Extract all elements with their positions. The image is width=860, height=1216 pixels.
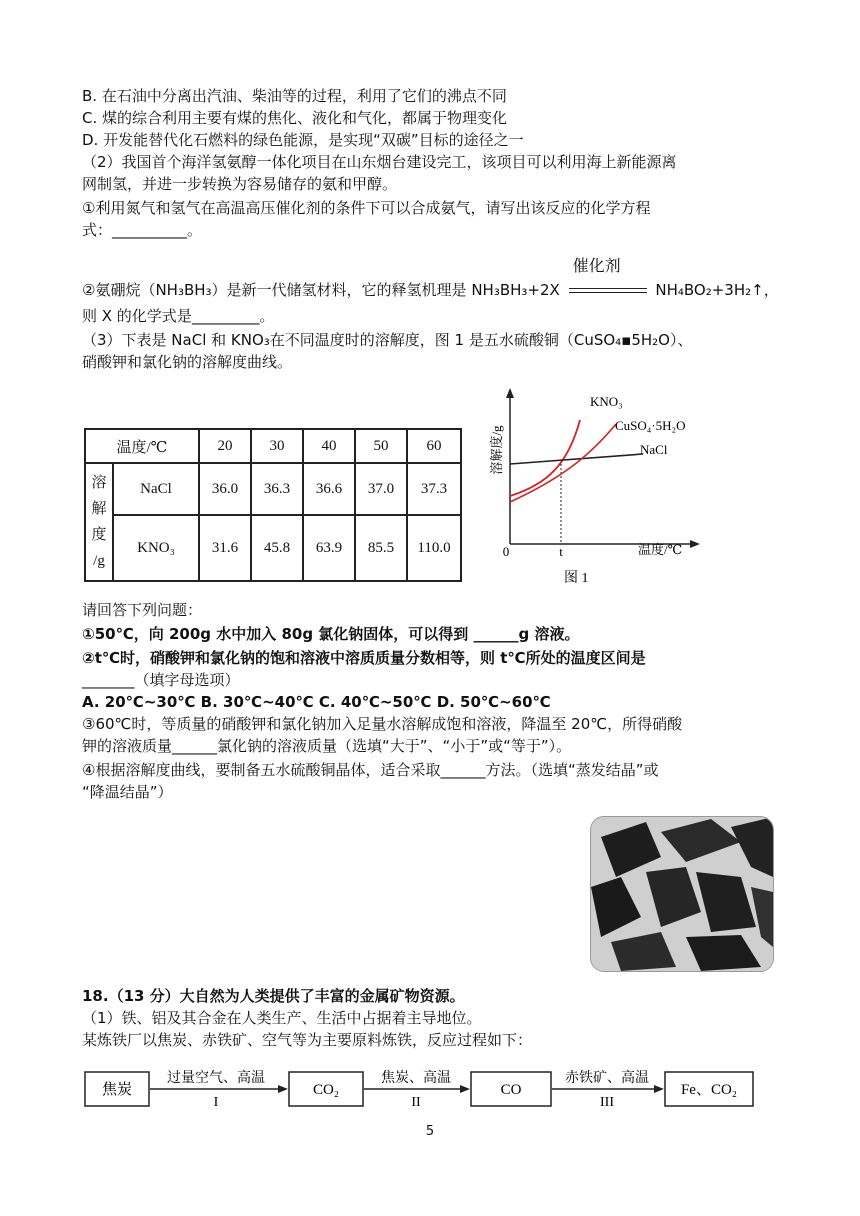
legend-kno3: KNO₃ [590, 394, 623, 409]
table-cell: 110.0 [407, 515, 461, 581]
flow-box-label: CO₂ [312, 1082, 340, 1098]
flow-step: III [600, 1095, 614, 1110]
question-2-2 [82, 256, 779, 300]
question-2: （2）我国首个海洋氢氨醇一体化项目在山东烟台建设完工，该项目可以利用海上新能源离 [82, 153, 677, 171]
table-cell: 63.9 [303, 515, 355, 581]
question-2-2-left: ②氨硼烷（NH₃BH₃）是新一代储氢材料，它的释氢机理是 NH₃BH₃+2X [82, 281, 560, 299]
temp-cell: 30 [251, 429, 303, 463]
question-18-1: （1）铁、铝及其合金在人类生产、生活中占据着主导地位。 [82, 1009, 482, 1027]
table-cell: 37.0 [355, 463, 407, 515]
question-2-cont: 网制氢，并进一步转换为容易储存的氨和甲醇。 [82, 175, 398, 193]
x-axis-arrow [690, 540, 700, 548]
table-side-label: 溶 解 度 /g [85, 463, 113, 581]
flow-box-label: Fe、CO₂ [680, 1082, 738, 1098]
table-cell: 36.0 [199, 463, 251, 515]
x-tick-label: 0 [502, 544, 510, 559]
flow-condition: 赤铁矿、高温 [565, 1071, 649, 1086]
option-d: D. 开发能替代化石燃料的绿色能源，是实现“双碳”目标的途径之一 [82, 131, 524, 149]
answer-2-options: A. 20℃~30℃ B. 30℃~40℃ C. 40℃~50℃ D. 50℃~60℃ [82, 693, 551, 711]
table-cell: 31.6 [199, 515, 251, 581]
catalyst-arrow [569, 256, 647, 300]
question-2-1-cont: 式：__________。 [82, 221, 203, 239]
temp-cell: 50 [355, 429, 407, 463]
answer-3-cont: 钾的溶液质量______氯化钠的溶液质量（选填“大于”、“小于”或“等于”）。 [82, 737, 572, 755]
flow-arrow [278, 1085, 288, 1093]
temp-cell: 20 [199, 429, 251, 463]
flow-condition: 焦炭、高温 [381, 1071, 451, 1086]
legend-cuso4: CuSO₄·5H₂O [615, 418, 686, 433]
ask-line: 请回答下列问题： [82, 601, 203, 619]
table-header-temp: 温度/℃ [85, 429, 199, 463]
flow-box-label: CO [500, 1082, 522, 1098]
answer-3: ③60℃时，等质量的硝酸钾和氯化钠加入足量水溶解成饱和溶液，降温至 20℃，所得硝酸 [82, 715, 683, 733]
row-name-kno3: KNO₃ [113, 515, 199, 581]
flow-arrow [460, 1085, 470, 1093]
crystal-photo [590, 816, 774, 972]
legend-nacl: NaCl [640, 442, 668, 457]
question-3: （3）下表是 NaCl 和 KNO₃在不同温度时的溶解度，图 1 是五水硫酸铜（CuSO₄▪5H₂O）、 [82, 331, 693, 349]
answer-1: ①50℃，向 200g 水中加入 80g 氯化钠固体，可以得到 ______g 溶液。 [82, 625, 580, 643]
temp-cell: 60 [407, 429, 461, 463]
temp-cell: 40 [303, 429, 355, 463]
answer-2: ②t℃时，硝酸钾和氯化钠的饱和溶液中溶质质量分数相等，则 t℃所处的温度区间是 [82, 649, 646, 667]
y-axis-label: 溶解度/g [489, 425, 504, 475]
table-cell: 85.5 [355, 515, 407, 581]
question-3-cont: 硝酸钾和氯化钠的溶解度曲线。 [82, 353, 293, 371]
catalyst-label: 催化剂 [572, 256, 621, 275]
flow-step: II [411, 1095, 421, 1110]
x-tick-label: t [559, 544, 563, 559]
table-cell: 45.8 [251, 515, 303, 581]
process-flow [84, 1062, 764, 1118]
figure-caption: 图 1 [564, 571, 589, 586]
table-cell: 37.3 [407, 463, 461, 515]
page-number: 5 [425, 1124, 435, 1139]
option-b: B. 在石油中分离出汽油、柴油等的过程，利用了它们的沸点不同 [82, 87, 507, 105]
row-name-nacl: NaCl [113, 463, 199, 515]
answer-2-cont: _______（填字母选项） [82, 671, 240, 689]
x-axis-label: 温度/℃ [638, 542, 683, 557]
flow-box-label: 焦炭 [101, 1082, 133, 1098]
answer-4-cont: “降温结晶”） [82, 783, 173, 801]
option-c: C. 煤的综合利用主要有煤的焦化、液化和气化，都属于物理变化 [82, 109, 508, 127]
flow-step: I [213, 1095, 219, 1110]
table-cell: 36.6 [303, 463, 355, 515]
question-2-2-right: NH₄BO₂+3H₂↑， [655, 281, 779, 299]
solubility-table [84, 428, 462, 582]
solubility-chart [488, 384, 728, 594]
table-cell: 36.3 [251, 463, 303, 515]
answer-4: ④根据溶解度曲线，要制备五水硫酸铜晶体，适合采取______方法。（选填“蒸发结晶”或 [82, 761, 659, 779]
question-18: 18.（13 分）大自然为人类提供了丰富的金属矿物资源。 [82, 987, 465, 1005]
flow-arrow [654, 1085, 664, 1093]
y-axis-arrow [506, 388, 514, 398]
flow-condition: 过量空气、高温 [167, 1071, 265, 1086]
question-2-2-cont: 则 X 的化学式是_________。 [82, 307, 275, 325]
question-18-1-cont: 某炼铁厂以焦炭、赤铁矿、空气等为主要原料炼铁，反应过程如下： [82, 1031, 533, 1049]
question-2-1: ①利用氮气和氢气在高温高压催化剂的条件下可以合成氨气，请写出该反应的化学方程 [82, 199, 651, 217]
